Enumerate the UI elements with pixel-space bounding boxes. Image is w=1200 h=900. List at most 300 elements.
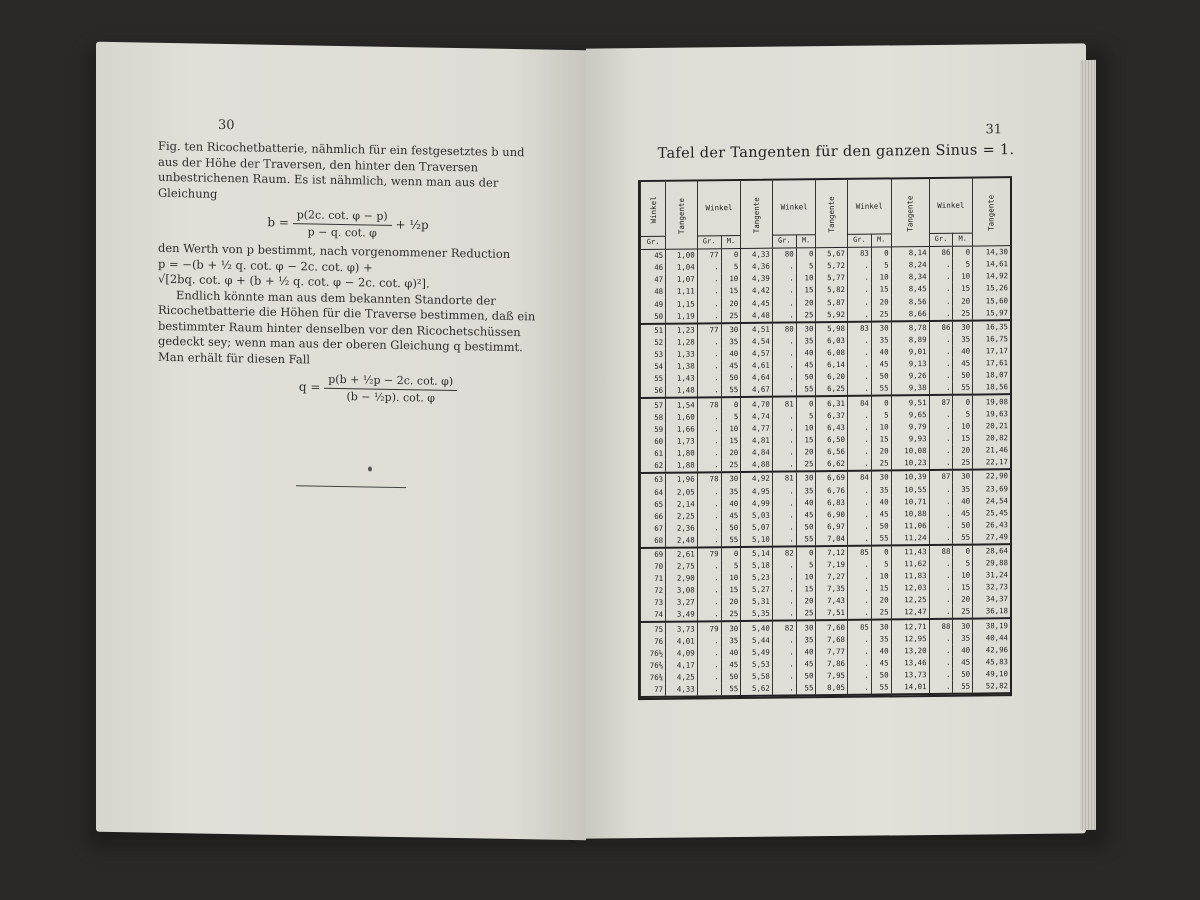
table-cell: 45 bbox=[796, 658, 816, 670]
table-cell: 5,82 bbox=[816, 284, 848, 296]
formula-4-numerator: p(b + ½p − 2c. cot. φ) bbox=[324, 372, 457, 391]
table-cell: 1,54 bbox=[666, 398, 698, 412]
table-cell: 65 bbox=[641, 498, 666, 510]
table-cell: 35 bbox=[796, 335, 816, 347]
table-cell: 7,04 bbox=[816, 532, 848, 546]
table-cell: . bbox=[772, 297, 796, 309]
table-cell: 0 bbox=[953, 544, 973, 558]
table-cell: 4,81 bbox=[741, 434, 773, 446]
table-cell: 67 bbox=[641, 522, 666, 534]
formula-1-denominator: p − q. cot. φ bbox=[307, 224, 377, 240]
table-cell: 6,50 bbox=[816, 433, 848, 445]
table-cell: 13,73 bbox=[891, 669, 929, 681]
table-cell: 35 bbox=[796, 634, 816, 646]
table-cell: 1,73 bbox=[666, 435, 698, 447]
table-cell: 4,92 bbox=[741, 472, 773, 486]
table-cell: . bbox=[772, 682, 796, 696]
header-tangente-1: Tangente bbox=[666, 181, 698, 249]
table-cell: . bbox=[929, 570, 953, 582]
table-cell: 10 bbox=[721, 423, 741, 435]
table-cell: 6,37 bbox=[816, 409, 848, 421]
table-cell: . bbox=[847, 409, 871, 421]
table-cell: 30 bbox=[796, 322, 816, 336]
table-cell: . bbox=[772, 410, 796, 422]
table-cell: 85 bbox=[847, 545, 871, 559]
table-cell: 4,57 bbox=[741, 348, 773, 360]
table-cell: 76¾ bbox=[641, 671, 666, 683]
table-cell: . bbox=[697, 285, 721, 297]
table-cell: 31,24 bbox=[973, 569, 1010, 581]
table-cell: . bbox=[847, 496, 871, 508]
table-cell: 3,08 bbox=[666, 584, 698, 596]
paragraph-3: Endlich könnte man aus dem bekannten Standorte der Ricochetbatterie die Höhen für die Traverse bestimmen, daß ein bestimmter Raum hinter denselben vor den Ricochetschüssen gedeckt sey; wenn man aus der oberen Gleichung q bestimmt. Man erhält für diesen Fall bbox=[158, 287, 536, 366]
table-cell: . bbox=[697, 384, 721, 398]
table-cell: 9,79 bbox=[891, 421, 929, 433]
table-cell: . bbox=[929, 346, 953, 358]
table-cell: 53 bbox=[641, 349, 666, 361]
table-cell: 45 bbox=[953, 357, 973, 369]
table-cell: . bbox=[929, 432, 953, 444]
table-cell: 0 bbox=[871, 545, 891, 559]
table-cell: 9,38 bbox=[891, 382, 929, 396]
table-cell: . bbox=[847, 308, 871, 322]
table-cell: . bbox=[847, 457, 871, 471]
header-m-5: M. bbox=[953, 233, 973, 246]
table-cell: . bbox=[929, 307, 953, 321]
table-cell: 15 bbox=[871, 582, 891, 594]
table-cell: . bbox=[772, 559, 796, 571]
table-cell: 42,96 bbox=[973, 644, 1010, 656]
table-cell: 0 bbox=[721, 547, 741, 561]
table-cell: 10 bbox=[871, 570, 891, 582]
table-cell: 8,05 bbox=[816, 682, 848, 696]
table-cell: 47 bbox=[641, 274, 666, 286]
table-cell: . bbox=[847, 633, 871, 645]
table-cell: 52,82 bbox=[973, 680, 1010, 694]
header-m-3: M. bbox=[796, 235, 816, 248]
table-cell: 12,95 bbox=[891, 633, 929, 645]
table-cell: . bbox=[697, 647, 721, 659]
table-cell: 20 bbox=[796, 595, 816, 607]
table-cell: . bbox=[929, 632, 953, 644]
table-cell: 87 bbox=[929, 395, 953, 409]
table-cell: 13,46 bbox=[891, 657, 929, 669]
table-cell: 21,46 bbox=[973, 444, 1010, 456]
table-cell: . bbox=[772, 261, 796, 273]
table-cell: . bbox=[772, 383, 796, 397]
table-cell: 1,11 bbox=[666, 286, 698, 298]
table-cell: . bbox=[697, 372, 721, 384]
table-cell: . bbox=[847, 421, 871, 433]
table-cell: . bbox=[847, 484, 871, 496]
table-cell: 6,97 bbox=[816, 520, 848, 532]
table-cell: . bbox=[847, 681, 871, 695]
table-cell: 29,88 bbox=[973, 557, 1010, 569]
table-cell: 2,90 bbox=[666, 572, 698, 584]
table-cell: 48 bbox=[641, 286, 666, 298]
table-cell: 5,87 bbox=[816, 296, 848, 308]
table-cell: 11,06 bbox=[891, 519, 929, 531]
table-cell: 30 bbox=[871, 470, 891, 484]
table-cell: . bbox=[772, 583, 796, 595]
table-cell: . bbox=[697, 533, 721, 547]
table-cell: 76⅔ bbox=[641, 659, 666, 671]
left-page bbox=[96, 42, 586, 841]
table-cell: 10,08 bbox=[891, 445, 929, 457]
table-cell: . bbox=[847, 346, 871, 358]
table-cell: 15,97 bbox=[973, 306, 1010, 320]
table-cell: . bbox=[929, 582, 953, 594]
table-cell: 6,62 bbox=[816, 457, 848, 471]
table-cell: 25 bbox=[953, 606, 973, 620]
table-cell: 79 bbox=[697, 547, 721, 561]
header-winkel-4: Winkel bbox=[847, 179, 891, 234]
table-cell: 12,03 bbox=[891, 582, 929, 594]
table-cell: 5,40 bbox=[741, 621, 773, 635]
table-cell: 5,07 bbox=[741, 521, 773, 533]
table-cell: . bbox=[929, 594, 953, 606]
table-cell: 10 bbox=[796, 571, 816, 583]
table-cell: 4,33 bbox=[741, 248, 773, 261]
table-cell: 58 bbox=[641, 411, 666, 423]
table-cell: . bbox=[772, 347, 796, 359]
table-cell: 0 bbox=[796, 546, 816, 560]
table-cell: . bbox=[929, 295, 953, 307]
table-cell: . bbox=[929, 606, 953, 620]
table-cell: . bbox=[847, 583, 871, 595]
table-cell: 15 bbox=[721, 285, 741, 297]
table-cell: 5,18 bbox=[741, 560, 773, 572]
table-cell: 11,43 bbox=[891, 545, 929, 559]
table-cell: 84 bbox=[847, 471, 871, 485]
table-cell: 8,14 bbox=[891, 247, 929, 260]
table-cell: 40 bbox=[796, 646, 816, 658]
table-cell: 55 bbox=[953, 531, 973, 545]
table-cell: 50 bbox=[953, 369, 973, 381]
table-cell: . bbox=[697, 297, 721, 309]
table-cell: . bbox=[847, 607, 871, 621]
table-cell: 4,67 bbox=[741, 384, 773, 398]
header-winkel-1: Winkel bbox=[641, 182, 666, 237]
table-cell: . bbox=[929, 495, 953, 507]
table-cell: . bbox=[929, 519, 953, 531]
table-cell: 4,88 bbox=[741, 458, 773, 472]
table-cell: 45 bbox=[721, 360, 741, 372]
table-cell: . bbox=[772, 485, 796, 497]
table-cell: 4,61 bbox=[741, 360, 773, 372]
table-cell: 45 bbox=[871, 508, 891, 520]
table-cell: 2,61 bbox=[666, 547, 698, 561]
table-cell: 50 bbox=[953, 668, 973, 680]
table-cell: . bbox=[847, 595, 871, 607]
table-cell: . bbox=[697, 509, 721, 521]
table-cell: 5,10 bbox=[741, 533, 773, 547]
table-cell: 1,80 bbox=[666, 447, 698, 459]
table-cell: 77 bbox=[697, 323, 721, 337]
table-cell: 56 bbox=[641, 385, 666, 399]
table-cell: 20 bbox=[721, 447, 741, 459]
table-cell: 30 bbox=[953, 619, 973, 633]
table-cell: 16,35 bbox=[973, 320, 1010, 334]
table-cell: 55 bbox=[871, 532, 891, 546]
table-cell: 5 bbox=[871, 558, 891, 570]
table-cell: 55 bbox=[871, 681, 891, 695]
table-cell: 82 bbox=[772, 621, 796, 635]
table-cell: . bbox=[697, 659, 721, 671]
table-cell: 10 bbox=[721, 273, 741, 285]
table-cell: 0 bbox=[796, 248, 816, 261]
table-cell: 1,48 bbox=[666, 384, 698, 398]
table-cell: 45 bbox=[641, 249, 666, 262]
table-cell: 55 bbox=[721, 533, 741, 547]
header-gr-2: Gr. bbox=[697, 236, 721, 249]
table-cell: 30 bbox=[796, 621, 816, 635]
table-cell: 77 bbox=[641, 683, 666, 697]
formula-1-numerator: p(2c. cot. φ − p) bbox=[293, 207, 392, 225]
table-cell: 6,90 bbox=[816, 508, 848, 520]
table-cell: 5,27 bbox=[741, 584, 773, 596]
header-tangente-4: Tangente bbox=[891, 179, 929, 247]
table-cell: . bbox=[772, 359, 796, 371]
section-rule bbox=[296, 485, 406, 488]
table-cell: 50 bbox=[796, 520, 816, 532]
paragraph-2: den Werth von p bestimmt, nach vorgenommener Reduction bbox=[158, 240, 511, 261]
table-cell: 5,03 bbox=[741, 509, 773, 521]
table-cell: 40 bbox=[953, 495, 973, 507]
table-cell: 63 bbox=[641, 473, 666, 487]
table-cell: 46 bbox=[641, 262, 666, 274]
table-cell: 23,69 bbox=[973, 482, 1010, 494]
table-block bbox=[641, 246, 1011, 324]
table-cell: 55 bbox=[871, 382, 891, 396]
table-cell: 4,01 bbox=[666, 635, 698, 647]
table-cell: 50 bbox=[796, 371, 816, 383]
table-cell: 35 bbox=[953, 333, 973, 345]
table-cell: 1,33 bbox=[666, 348, 698, 360]
table-cell: 25 bbox=[871, 457, 891, 471]
table-cell: 59 bbox=[641, 423, 666, 435]
table-cell: . bbox=[697, 521, 721, 533]
table-cell: . bbox=[929, 483, 953, 495]
table-cell: 2,14 bbox=[666, 498, 698, 510]
table-cell: 28,64 bbox=[973, 544, 1010, 558]
table-cell: . bbox=[847, 260, 871, 272]
table-cell: 15 bbox=[953, 432, 973, 444]
table-cell: 2,48 bbox=[666, 534, 698, 548]
table-cell: 88 bbox=[929, 544, 953, 558]
table-cell: 9,01 bbox=[891, 346, 929, 358]
table-cell: 5 bbox=[721, 411, 741, 423]
table-cell: . bbox=[847, 296, 871, 308]
table-cell: . bbox=[697, 584, 721, 596]
table-cell: 17,17 bbox=[973, 345, 1010, 357]
table-cell: 45 bbox=[871, 358, 891, 370]
table-cell: 1,04 bbox=[666, 262, 698, 274]
table-cell: 25 bbox=[796, 607, 816, 621]
formula-4 bbox=[218, 370, 538, 408]
table-cell: . bbox=[847, 520, 871, 532]
table-cell: . bbox=[929, 334, 953, 346]
table-cell: . bbox=[772, 533, 796, 547]
table-cell: . bbox=[929, 271, 953, 283]
table-cell: . bbox=[847, 445, 871, 457]
table-cell: 35 bbox=[953, 632, 973, 644]
table-cell: 14,30 bbox=[973, 246, 1010, 259]
table-cell: 25,45 bbox=[973, 506, 1010, 518]
table-cell: 45,83 bbox=[973, 656, 1010, 668]
table-cell: 32,73 bbox=[973, 581, 1010, 593]
table-cell: 10,88 bbox=[891, 507, 929, 519]
table-cell: . bbox=[697, 608, 721, 622]
table-cell: 25 bbox=[721, 309, 741, 323]
table-cell: 9,26 bbox=[891, 370, 929, 382]
table-cell: . bbox=[772, 371, 796, 383]
table-cell: . bbox=[697, 423, 721, 435]
table-cell: 10 bbox=[871, 421, 891, 433]
table-cell: . bbox=[697, 360, 721, 372]
formula-2: p = −(b + ½ q. cot. φ − 2c. cot. φ) + bbox=[158, 256, 373, 275]
table-cell: 15 bbox=[953, 582, 973, 594]
table-cell: 5,31 bbox=[741, 596, 773, 608]
table-cell: 50 bbox=[721, 521, 741, 533]
table-cell: 35 bbox=[871, 334, 891, 346]
table-cell: 5 bbox=[796, 410, 816, 422]
table-block bbox=[641, 544, 1011, 623]
table-cell: 55 bbox=[641, 373, 666, 385]
table-cell: 36,18 bbox=[973, 605, 1010, 619]
table-cell: 1,43 bbox=[666, 372, 698, 384]
table-cell: 76 bbox=[641, 635, 666, 647]
table-cell: 20 bbox=[953, 295, 973, 307]
table-cell: 35 bbox=[721, 635, 741, 647]
table-cell: 19,63 bbox=[973, 408, 1010, 420]
formula-1-lhs: b = bbox=[267, 215, 289, 230]
table-cell: 50 bbox=[721, 372, 741, 384]
table-cell: 55 bbox=[796, 532, 816, 546]
table-cell: 30 bbox=[871, 620, 891, 634]
table-cell: . bbox=[847, 657, 871, 669]
table-cell: . bbox=[929, 370, 953, 382]
table-cell: 80 bbox=[772, 322, 796, 336]
table-cell: 20 bbox=[721, 297, 741, 309]
table-cell: . bbox=[772, 509, 796, 521]
table-cell: 50 bbox=[871, 520, 891, 532]
table-cell: 5,23 bbox=[741, 572, 773, 584]
table-cell: . bbox=[847, 334, 871, 346]
table-cell: 10 bbox=[953, 271, 973, 283]
table-cell: 20 bbox=[796, 446, 816, 458]
table-cell: 7,68 bbox=[816, 633, 848, 645]
table-cell: 7,51 bbox=[816, 607, 848, 621]
table-cell: 55 bbox=[721, 384, 741, 398]
table-cell: 6,76 bbox=[816, 484, 848, 496]
table-cell: 40 bbox=[871, 346, 891, 358]
formula-4-fraction bbox=[324, 372, 457, 406]
table-cell: 1,88 bbox=[666, 459, 698, 473]
table-cell: 78 bbox=[697, 472, 721, 486]
table-cell: 5 bbox=[953, 557, 973, 569]
table-cell: 1,60 bbox=[666, 411, 698, 423]
table-cell: 4,64 bbox=[741, 372, 773, 384]
table-cell: . bbox=[772, 309, 796, 323]
table-cell: . bbox=[847, 284, 871, 296]
table-cell: 5,35 bbox=[741, 608, 773, 622]
table-cell: 4,54 bbox=[741, 336, 773, 348]
table-cell: 7,19 bbox=[816, 559, 848, 571]
table-cell: . bbox=[772, 335, 796, 347]
table-cell: 7,95 bbox=[816, 670, 848, 682]
table-cell: 25 bbox=[871, 606, 891, 620]
table-cell: 49 bbox=[641, 298, 666, 310]
table-cell: 0 bbox=[721, 248, 741, 261]
table-cell: 75 bbox=[641, 622, 666, 636]
table-cell: 60 bbox=[641, 435, 666, 447]
header-m-2: M. bbox=[721, 235, 741, 248]
table-cell: 10,23 bbox=[891, 457, 929, 471]
table-cell: . bbox=[772, 607, 796, 621]
header-winkel-3: Winkel bbox=[772, 180, 816, 235]
table-cell: 5,49 bbox=[741, 646, 773, 658]
table-cell: 7,27 bbox=[816, 571, 848, 583]
table-cell: 10,39 bbox=[891, 470, 929, 484]
table-cell: 20 bbox=[871, 296, 891, 308]
table-cell: 5,77 bbox=[816, 272, 848, 284]
table-cell: 0 bbox=[796, 396, 816, 410]
table-cell: 45 bbox=[721, 509, 741, 521]
table-cell: . bbox=[697, 671, 721, 683]
table-cell: 81 bbox=[772, 397, 796, 411]
table-cell: 83 bbox=[847, 247, 871, 260]
table-cell: 9,65 bbox=[891, 409, 929, 421]
table-cell: . bbox=[697, 497, 721, 509]
table-cell: . bbox=[847, 669, 871, 681]
table-cell: 35 bbox=[721, 336, 741, 348]
header-gr-5: Gr. bbox=[929, 233, 953, 246]
table-row bbox=[641, 680, 1011, 697]
table-cell: . bbox=[847, 383, 871, 397]
table-cell: 1,96 bbox=[666, 472, 698, 486]
table-cell: 6,03 bbox=[816, 335, 848, 347]
table-cell: . bbox=[929, 420, 953, 432]
table-cell: . bbox=[697, 309, 721, 323]
table-cell: 30 bbox=[953, 469, 973, 483]
table-cell: 1,23 bbox=[666, 323, 698, 337]
table-cell: 10 bbox=[721, 572, 741, 584]
table-block bbox=[641, 394, 1011, 473]
table-cell: 54 bbox=[641, 361, 666, 373]
tangent-table bbox=[638, 176, 1012, 700]
table-cell: . bbox=[772, 521, 796, 533]
table-cell: . bbox=[847, 433, 871, 445]
table-cell: 17,61 bbox=[973, 357, 1010, 369]
table-cell: 14,61 bbox=[973, 258, 1010, 270]
header-gr-4: Gr. bbox=[847, 234, 871, 247]
table-cell: 1,19 bbox=[666, 310, 698, 324]
table-cell: 86 bbox=[929, 246, 953, 259]
header-gr-1: Gr. bbox=[641, 236, 666, 249]
table-cell: 1,07 bbox=[666, 274, 698, 286]
table-cell: 73 bbox=[641, 597, 666, 609]
table-cell: 15 bbox=[953, 283, 973, 295]
table-cell: 80 bbox=[772, 248, 796, 261]
table-cell: . bbox=[772, 571, 796, 583]
table-cell: 30 bbox=[796, 471, 816, 485]
table-cell: 45 bbox=[796, 359, 816, 371]
table-cell: 20 bbox=[953, 444, 973, 456]
table-block bbox=[641, 320, 1011, 399]
table-cell: 8,34 bbox=[891, 271, 929, 283]
table-cell: 4,36 bbox=[741, 261, 773, 273]
